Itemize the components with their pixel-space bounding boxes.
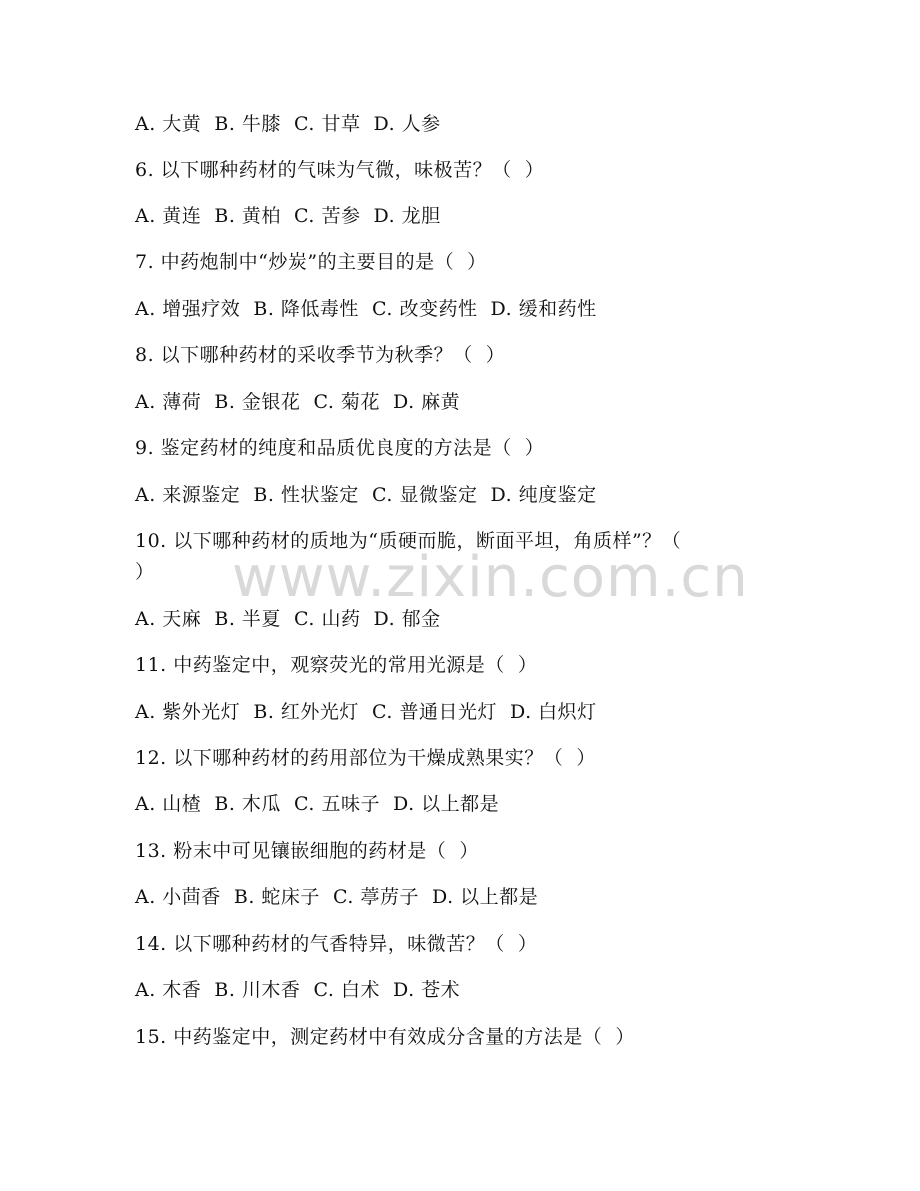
answer-options-q14: A. 木香 B. 川木香 C. 白术 D. 苍术	[135, 979, 461, 1001]
question-12: 12. 以下哪种药材的药用部位为干燥成熟果实？（ ）	[135, 747, 596, 769]
question-14: 14. 以下哪种药材的气香特异，味微苦？（ ）	[135, 933, 538, 955]
question-6: 6. 以下哪种药材的气味为气微，味极苦？（ ）	[135, 159, 545, 181]
answer-options-q9: A. 来源鉴定 B. 性状鉴定 C. 显微鉴定 D. 纯度鉴定	[135, 484, 597, 506]
question-7: 7. 中药炮制中“炒炭”的主要目的是（ ）	[135, 251, 487, 273]
answer-options-q11: A. 紫外光灯 B. 红外光灯 C. 普通日光灯 D. 白炽灯	[135, 701, 597, 723]
answer-options-q6: A. 黄连 B. 黄柏 C. 苦参 D. 龙胆	[135, 205, 441, 227]
question-9: 9. 鉴定药材的纯度和品质优良度的方法是（ ）	[135, 437, 545, 459]
answer-options-q5: A. 大黄 B. 牛膝 C. 甘草 D. 人参	[135, 113, 441, 135]
question-8: 8. 以下哪种药材的采收季节为秋季？（ ）	[135, 344, 506, 366]
question-10-continued: ）	[135, 561, 155, 583]
watermark: www.zixin.com.cn	[232, 545, 749, 610]
question-13: 13. 粉末中可见镶嵌细胞的药材是（ ）	[135, 840, 479, 862]
question-10: 10. 以下哪种药材的质地为“质硬而脆，断面平坦，角质样”？（	[135, 530, 682, 552]
answer-options-q7: A. 增强疗效 B. 降低毒性 C. 改变药性 D. 缓和药性	[135, 298, 597, 320]
question-11: 11. 中药鉴定中，观察荧光的常用光源是（ ）	[135, 654, 538, 676]
answer-options-q10: A. 天麻 B. 半夏 C. 山药 D. 郁金	[135, 608, 441, 630]
question-15: 15. 中药鉴定中，测定药材中有效成分含量的方法是（ ）	[135, 1026, 635, 1048]
answer-options-q13: A. 小茴香 B. 蛇床子 C. 葶苈子 D. 以上都是	[135, 886, 539, 908]
answer-options-q8: A. 薄荷 B. 金银花 C. 菊花 D. 麻黄	[135, 391, 461, 413]
answer-options-q12: A. 山楂 B. 木瓜 C. 五味子 D. 以上都是	[135, 793, 500, 815]
